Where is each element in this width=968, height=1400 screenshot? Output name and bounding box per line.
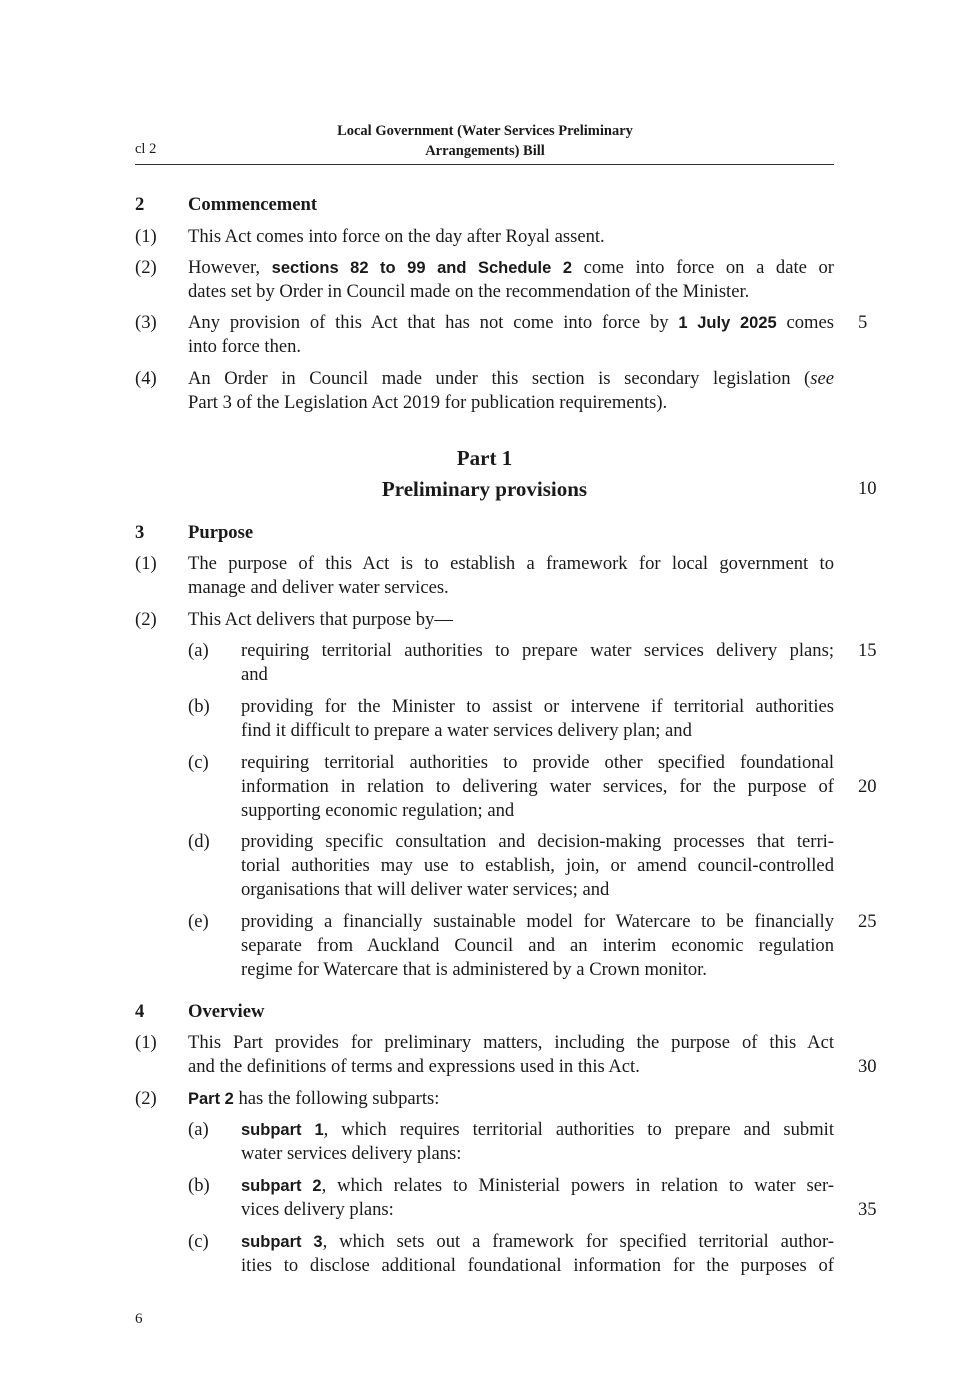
subsection-label: (1)	[135, 226, 157, 247]
text-line	[188, 1087, 834, 1111]
text-segment: Part 3 of the Legislation Act 2019 for publication requirements).	[188, 392, 668, 413]
text-line	[188, 367, 834, 391]
paragraph-label: (c)	[188, 1231, 209, 1252]
text-line	[188, 1031, 834, 1055]
section-number: 4	[135, 1001, 145, 1022]
text-segment: separate from Auckland Council and an interim economic regulation	[241, 935, 834, 956]
text-segment: However,	[188, 257, 272, 278]
clause-reference: cl 2	[135, 141, 157, 157]
text-line	[241, 1142, 834, 1166]
text-segment: , which requires territorial authorities to prepare and submit	[323, 1119, 834, 1140]
text-line	[188, 576, 834, 600]
text-segment: Commencement	[188, 194, 318, 215]
page-number: 6	[135, 1311, 143, 1327]
paragraph-label: (b)	[188, 1175, 210, 1196]
heading-text: Preliminary provisions	[381, 477, 588, 501]
text-line	[188, 280, 834, 304]
text-segment: This Act comes into force on the day after Royal assent.	[188, 226, 605, 247]
text-segment: supporting economic regulation; and	[241, 800, 515, 821]
text-segment: water services delivery plans:	[241, 1143, 462, 1164]
text-line	[241, 751, 834, 775]
text-line	[188, 608, 834, 632]
text-line	[188, 1055, 834, 1079]
text-segment: The purpose of this Act is to establish a framework for local government to	[188, 553, 834, 574]
text-line	[188, 256, 834, 280]
text-segment: This Part provides for preliminary matters, including the purpose of this Act	[188, 1032, 834, 1053]
text-segment: requiring territorial authorities to provide other specified foundational	[241, 752, 834, 773]
text-line	[241, 1174, 834, 1198]
text-segment: come into force on a date or	[572, 257, 834, 278]
text-line	[188, 311, 834, 335]
text-line	[188, 225, 834, 249]
cross-reference: subpart 3	[241, 1233, 323, 1251]
line-number: 20	[858, 776, 877, 797]
subsection-label: (4)	[135, 368, 157, 389]
text-segment: manage and deliver water services.	[188, 577, 449, 598]
text-line	[241, 854, 834, 878]
text-segment: into force then.	[188, 336, 302, 357]
text-segment: and	[241, 664, 268, 685]
line-number: 25	[858, 911, 877, 932]
text-segment: vices delivery plans:	[241, 1199, 394, 1220]
subsection-label: (3)	[135, 312, 157, 333]
cross-reference: Part 2	[188, 1090, 234, 1108]
line-number: 35	[858, 1199, 877, 1220]
text-segment: information in relation to delivering water services, for the purpose of	[241, 776, 834, 797]
header-title-line-2: Arrangements) Bill	[425, 143, 545, 159]
italic-text: see	[810, 368, 834, 389]
text-segment: dates set by Order in Council made on the recommendation of the Minister.	[188, 281, 750, 302]
heading-text: Part 1	[456, 446, 513, 470]
section-heading	[188, 193, 834, 217]
paragraph-label: (a)	[188, 640, 209, 661]
text-segment: providing specific consultation and decision-making processes that terri-	[241, 831, 834, 852]
subsection-label: (2)	[135, 1088, 157, 1109]
text-line	[241, 639, 834, 663]
text-segment: providing a financially sustainable model for Watercare to be financially	[241, 911, 834, 932]
text-line	[241, 934, 834, 958]
text-line	[241, 663, 834, 687]
text-segment: This Act delivers that purpose by—	[188, 609, 453, 630]
subsection-label: (2)	[135, 609, 157, 630]
text-segment: Purpose	[188, 522, 254, 543]
section-number: 2	[135, 194, 145, 215]
subsection-label: (1)	[135, 1032, 157, 1053]
text-segment: has the following subparts:	[233, 1088, 440, 1109]
line-number: 30	[858, 1056, 877, 1077]
subsection-label: (1)	[135, 553, 157, 574]
text-line	[241, 719, 834, 743]
text-line	[241, 775, 834, 799]
text-segment: , which sets out a framework for specified territorial author-	[322, 1231, 834, 1252]
part-title	[135, 475, 834, 503]
text-segment: find it difficult to prepare a water services delivery plan; and	[241, 720, 692, 741]
text-segment: ities to disclose additional foundational information for the purposes of	[241, 1255, 834, 1276]
text-line	[241, 910, 834, 934]
text-line	[188, 335, 834, 359]
subsection-label: (2)	[135, 257, 157, 278]
text-line	[241, 830, 834, 854]
cross-reference: subpart 1	[241, 1121, 324, 1139]
part-number	[135, 444, 834, 472]
text-line	[241, 1254, 834, 1278]
text-segment: and the definitions of terms and expressions used in this Act.	[188, 1056, 640, 1077]
line-number: 10	[858, 478, 877, 499]
text-segment: providing for the Minister to assist or intervene if territorial authorities	[241, 696, 834, 717]
paragraph-label: (b)	[188, 696, 210, 717]
section-number: 3	[135, 522, 145, 543]
paragraph-label: (c)	[188, 752, 209, 773]
paragraph-label: (d)	[188, 831, 210, 852]
line-number: 15	[858, 640, 877, 661]
text-segment: An Order in Council made under this section is secondary legislation (	[188, 368, 811, 389]
text-line	[241, 958, 834, 982]
text-segment: Overview	[188, 1001, 265, 1022]
running-header-title	[250, 121, 720, 161]
text-segment: regime for Watercare that is administered by a Crown monitor.	[241, 959, 707, 980]
text-segment: organisations that will deliver water services; and	[241, 879, 610, 900]
text-segment: requiring territorial authorities to prepare water services delivery plans;	[241, 640, 834, 661]
text-segment: comes	[776, 312, 834, 333]
section-heading	[188, 1000, 834, 1024]
text-line	[188, 552, 834, 576]
section-heading	[188, 521, 834, 545]
text-line	[241, 1118, 834, 1142]
text-segment: Any provision of this Act that has not come into force by	[188, 312, 679, 333]
text-line	[241, 878, 834, 902]
cross-reference: sections 82 to 99 and Schedule 2	[271, 259, 573, 277]
header-divider	[135, 164, 834, 165]
text-line	[241, 1230, 834, 1254]
text-line	[188, 391, 834, 415]
line-number: 5	[858, 312, 868, 333]
text-line	[241, 1198, 834, 1222]
text-line	[241, 695, 834, 719]
paragraph-label: (a)	[188, 1119, 209, 1140]
text-segment: torial authorities may use to establish, join, or amend council-controlled	[241, 855, 834, 876]
text-segment: , which relates to Ministerial powers in relation to water ser-	[321, 1175, 834, 1196]
cross-reference: subpart 2	[241, 1177, 322, 1195]
header-title-line-1: Local Government (Water Services Preliminary	[337, 123, 633, 139]
text-line	[241, 799, 834, 823]
cross-reference: 1 July 2025	[678, 314, 777, 332]
paragraph-label: (e)	[188, 911, 209, 932]
